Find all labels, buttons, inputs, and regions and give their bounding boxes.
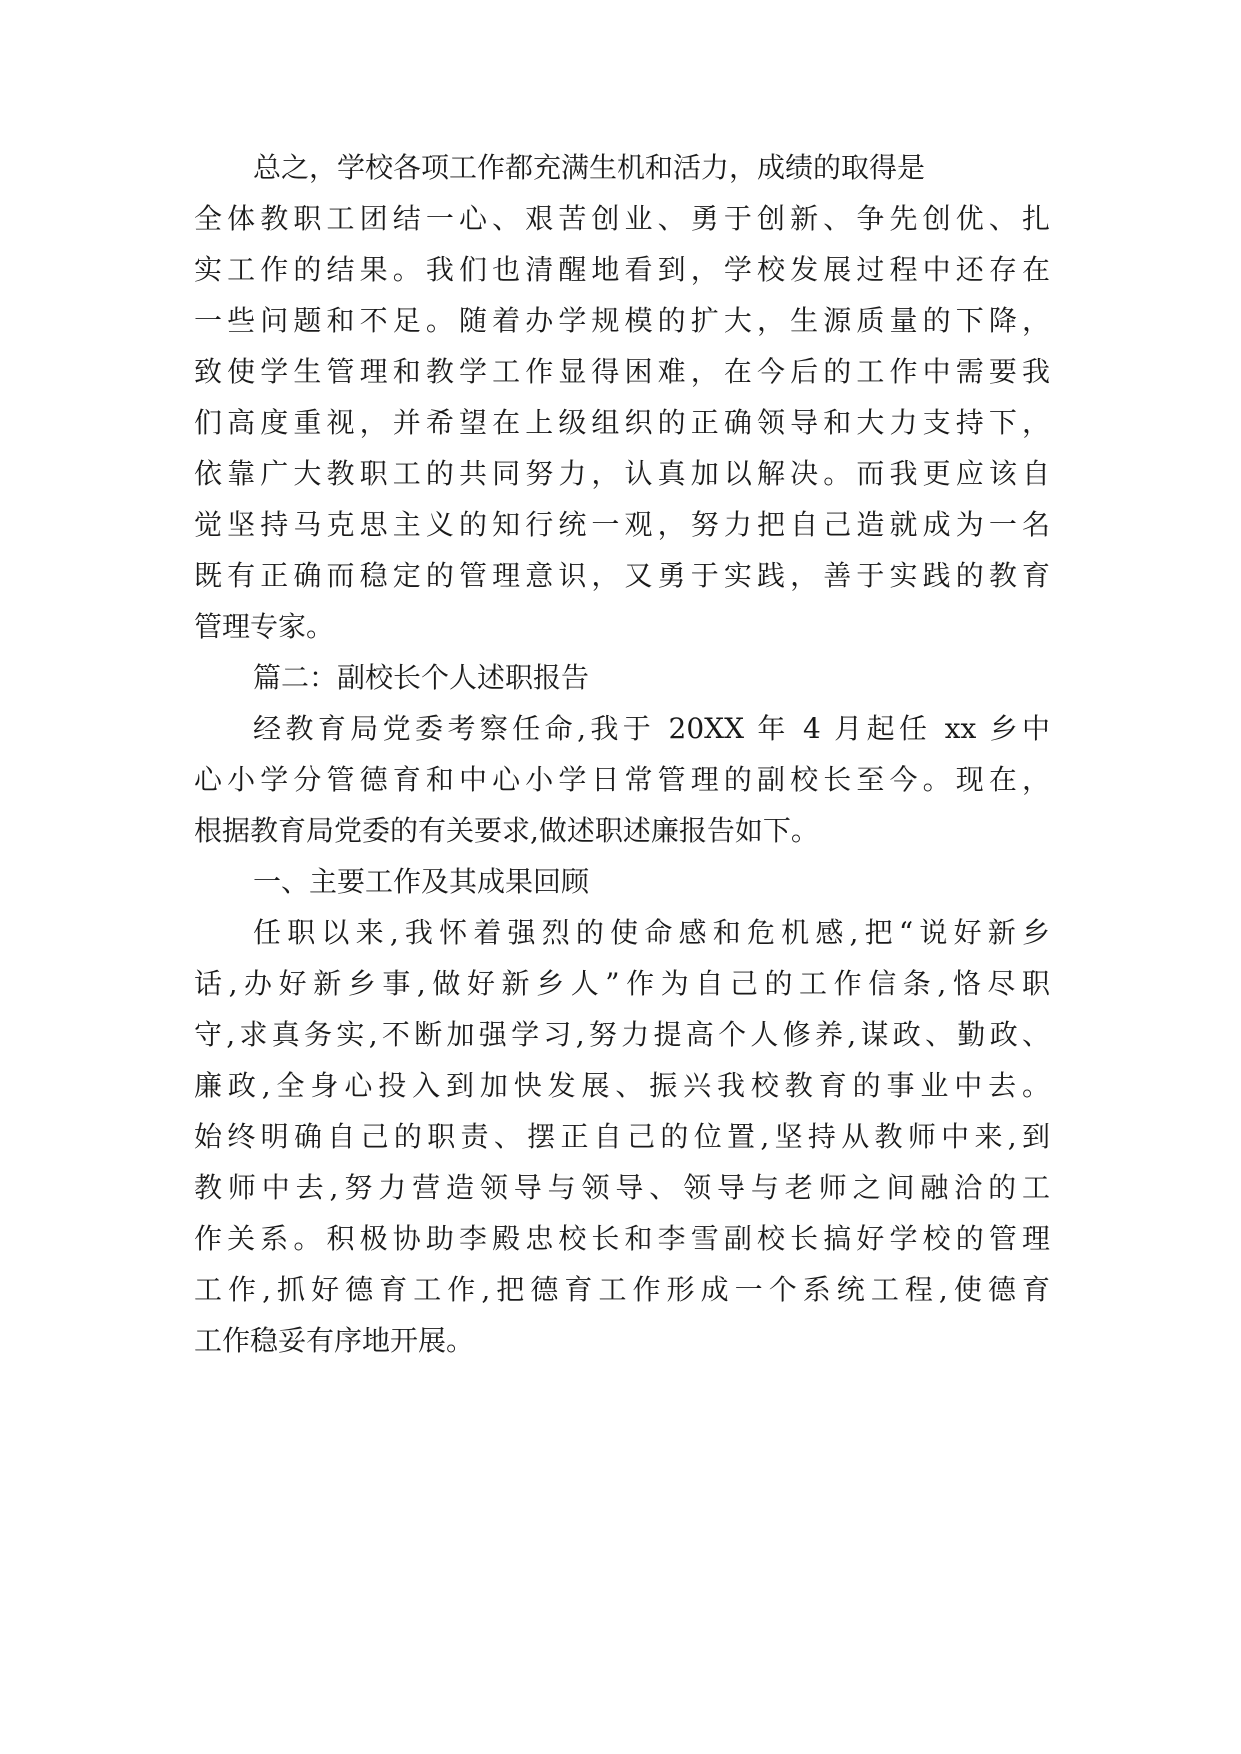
paragraph-line: 经教育局党委考察任命,我于 20XX 年 4 月起任 xx 乡中 xyxy=(253,712,1050,745)
paragraph-line: 根据教育局党委的有关要求,做述职述廉报告如下。 xyxy=(194,814,819,847)
paragraph-line: 致使学生管理和教学工作显得困难，在今后的工作中需要我 xyxy=(194,355,1050,388)
paragraph-line: 工作稳妥有序地开展。 xyxy=(194,1324,475,1357)
paragraph-line: 教师中去,努力营造领导与领导、领导与老师之间融洽的工 xyxy=(194,1171,1050,1204)
paragraph-line: 工作,抓好德育工作,把德育工作形成一个系统工程,使德育 xyxy=(194,1273,1050,1306)
paragraph-line: 一些问题和不足。随着办学规模的扩大，生源质量的下降， xyxy=(194,304,1050,337)
paragraph-line: 管理专家。 xyxy=(194,610,335,643)
paragraph-line: 实工作的结果。我们也清醒地看到，学校发展过程中还存在 xyxy=(194,253,1050,286)
paragraph-line: 守,求真务实,不断加强学习,努力提高个人修养,谋政、勤政、 xyxy=(194,1018,1050,1051)
paragraph-line: 心小学分管德育和中心小学日常管理的副校长至今。现在， xyxy=(194,763,1050,796)
paragraph-line: 总之，学校各项工作都充满生机和活力，成绩的取得是 xyxy=(253,151,926,184)
subsection-heading: 一、主要工作及其成果回顾 xyxy=(253,865,590,898)
paragraph-line: 全体教职工团结一心、艰苦创业、勇于创新、争先创优、扎 xyxy=(194,202,1050,235)
paragraph-line: 任职以来,我怀着强烈的使命感和危机感,把“说好新乡 xyxy=(253,916,1050,949)
paragraph-line: 廉政,全身心投入到加快发展、振兴我校教育的事业中去。 xyxy=(194,1069,1050,1102)
paragraph-line: 们高度重视，并希望在上级组织的正确领导和大力支持下， xyxy=(194,406,1050,439)
paragraph-line: 始终明确自己的职责、摆正自己的位置,坚持从教师中来,到 xyxy=(194,1120,1050,1153)
paragraph-line: 话,办好新乡事,做好新乡人”作为自己的工作信条,恪尽职 xyxy=(194,967,1050,1000)
section-heading: 篇二：副校长个人述职报告 xyxy=(253,661,590,694)
paragraph-line: 依靠广大教职工的共同努力，认真加以解决。而我更应该自 xyxy=(194,457,1050,490)
paragraph-line: 觉坚持马克思主义的知行统一观，努力把自己造就成为一名 xyxy=(194,508,1050,541)
paragraph-line: 既有正确而稳定的管理意识，又勇于实践，善于实践的教育 xyxy=(194,559,1050,592)
paragraph-line: 作关系。积极协助李殿忠校长和李雪副校长搞好学校的管理 xyxy=(194,1222,1050,1255)
